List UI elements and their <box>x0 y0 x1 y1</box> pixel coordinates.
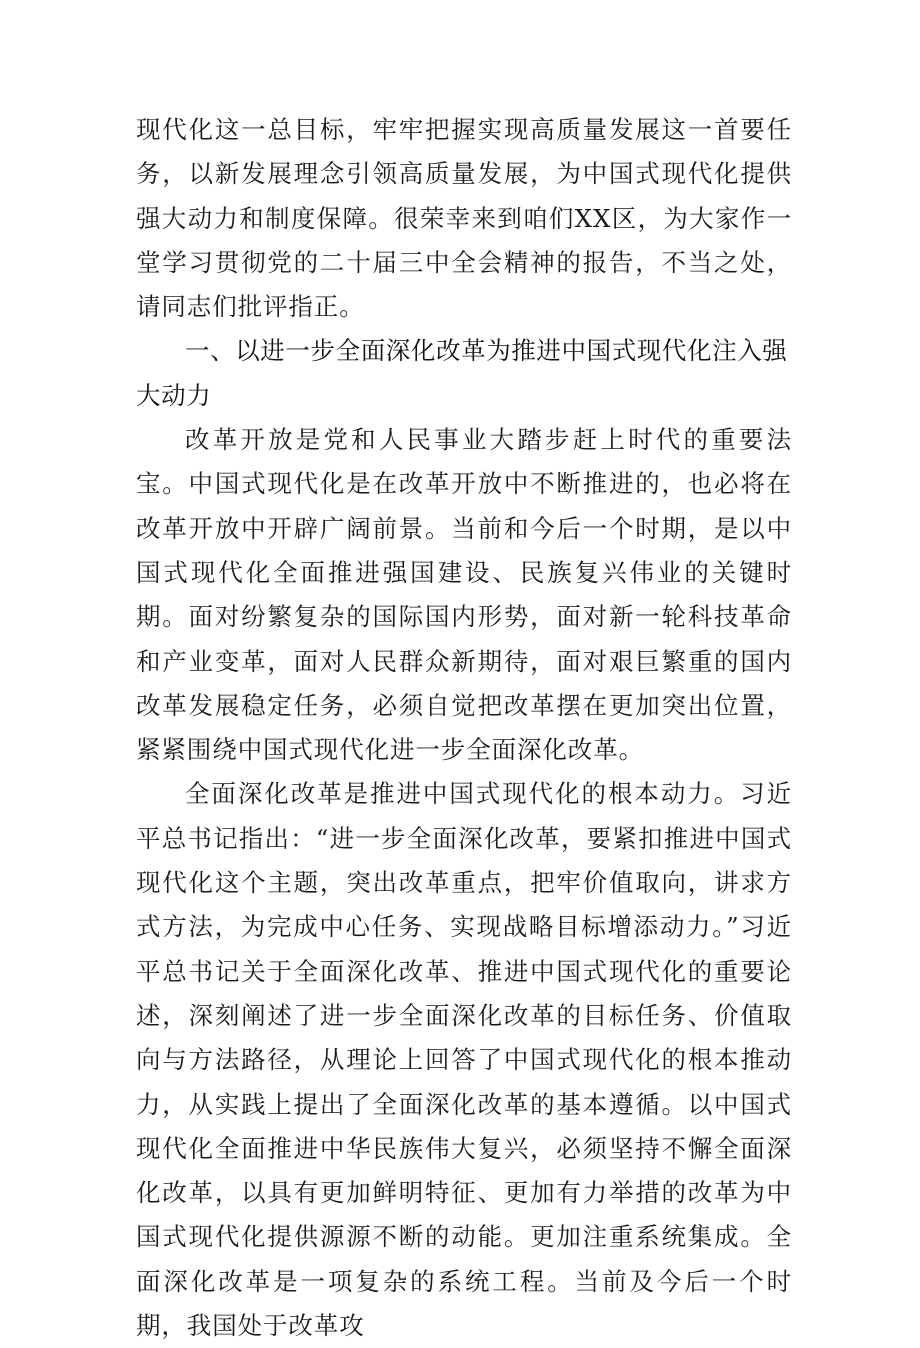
paragraph-fundamental-driving-force: 全面深化改革是推进中国式现代化的根本动力。习近平总书记指出：“进一步全面深化改革，要紧扣推进中国式现代化这个主题，突出改革重点，把牢价值取向，讲求方式方法，为完成中心任务、实现战略目标增添动力。”习近平总书记关于全面深化改革、推进中国式现代化的重要论述，深刻阐述了进一步全面深化改革的目标任务、价值取向与方法路径，从理论上回答了中国式现代化的根本推动力，从实践上提出了全面深化改革的基本遵循。以中国式现代化全面推进中华民族伟大复兴，必须坚持不懈全面深化改革，以具有更加鲜明特征、更加有力举措的改革为中国式现代化提供源源不断的动能。更加注重系统集成。全面深化改革是一项复杂的系统工程。当前及今后一个时期，我国处于改革攻 <box>136 779 792 1341</box>
section-heading-one: 一、以进一步全面深化改革为推进中国式现代化注入强大动力 <box>136 336 788 410</box>
paragraph-reform-opening: 改革开放是党和人民事业大踏步赶上时代的重要法宝。中国式现代化是在改革开放中不断推进的，也必将在改革开放中开辟广阔前景。当前和今后一个时期，是以中国式现代化全面推进强国建设、民族复兴伟业的关键时期。面对纷繁复杂的国际国内形势，面对新一轮科技革命和产业变革，面对人民群众新期待，面对艰巨繁重的国内改革发展稳定任务，必须自觉把改革摆在更加突出位置，紧紧围绕中国式现代化进一步全面深化改革。 <box>136 425 792 765</box>
paragraph-intro-continuation: 现代化这一总目标，牢牢把握实现高质量发展这一首要任务，以新发展理念引领高质量发展，为中国式现代化提供强大动力和制度保障。很荣幸来到咱们XX区，为大家作一堂学习贯彻党的二十届三中全会精神的报告，不当之处，请同志们批评指正。 <box>136 115 792 322</box>
document-body <box>136 108 792 1348</box>
